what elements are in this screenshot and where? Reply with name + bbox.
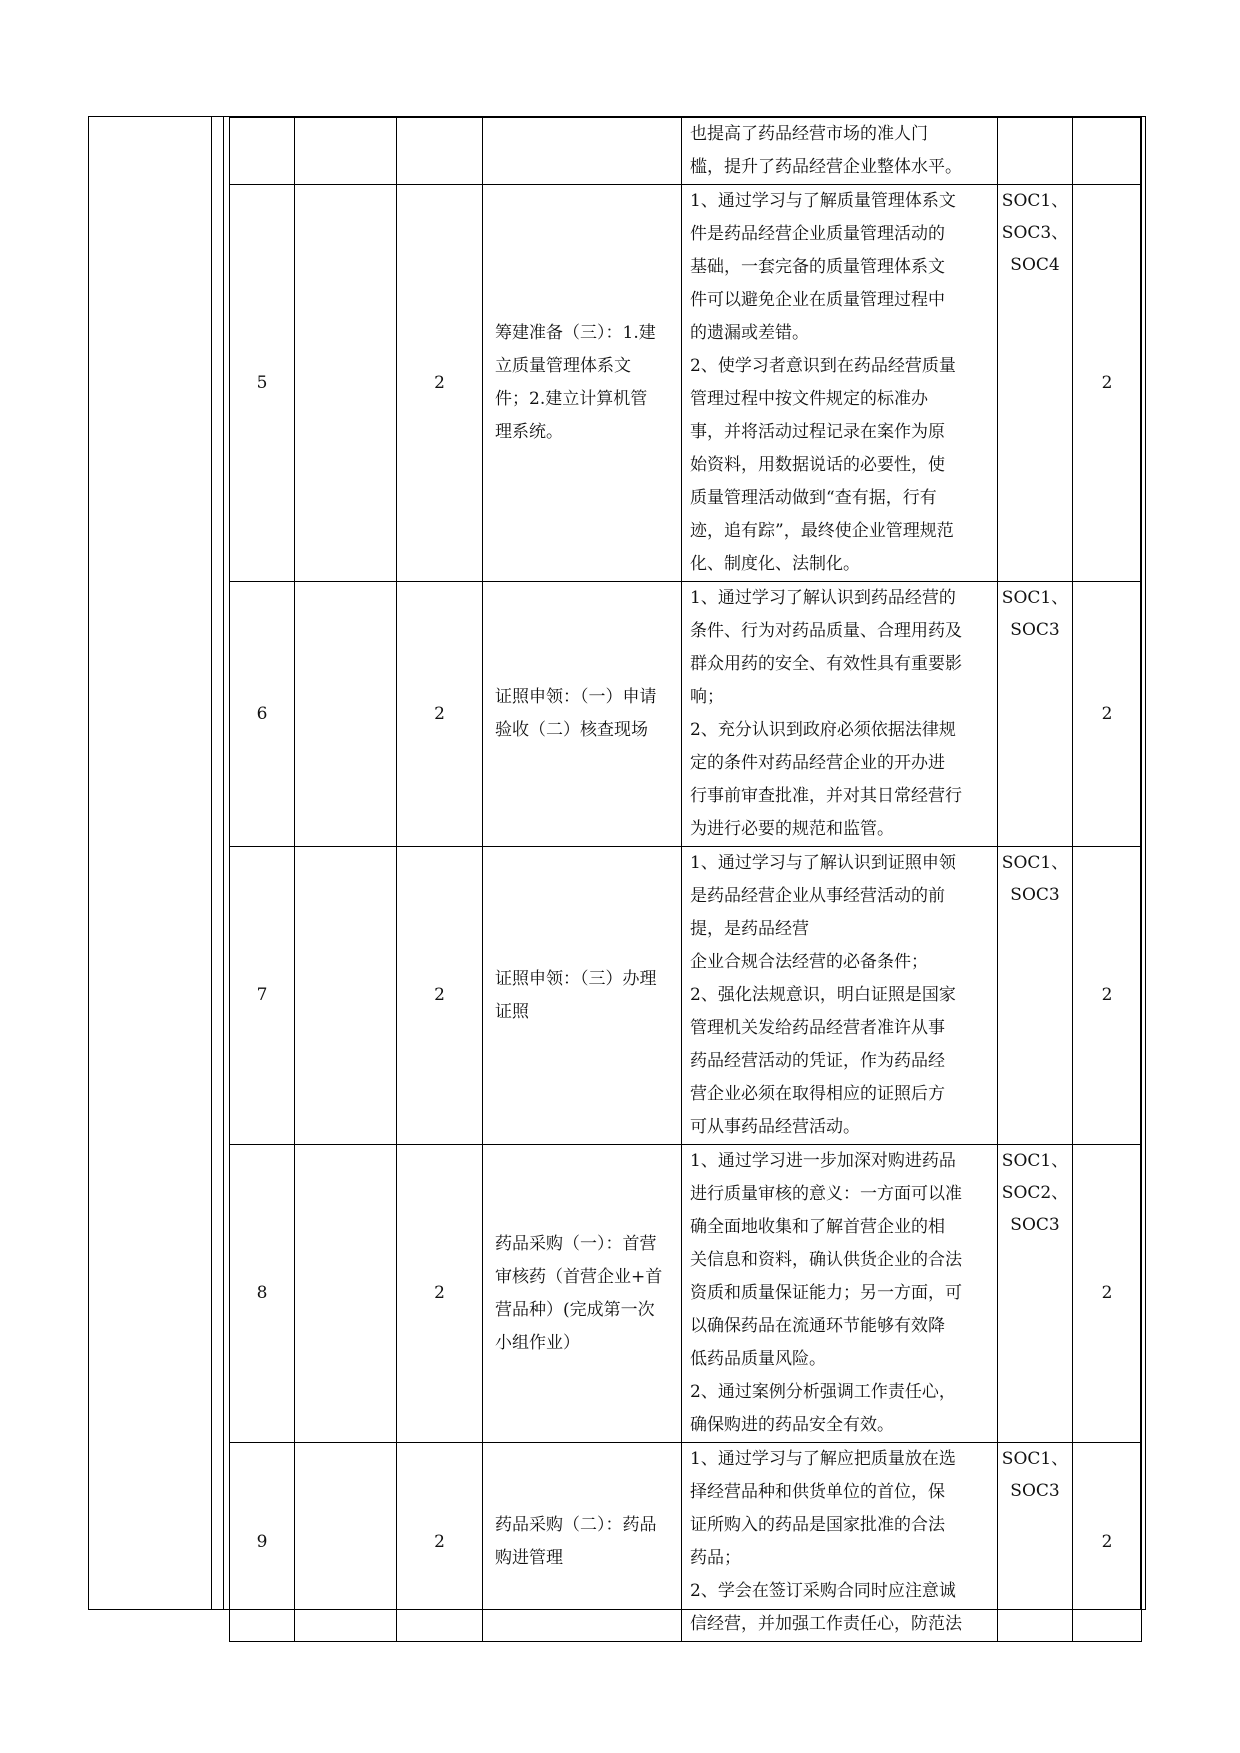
goal-line: 群众用药的安全、有效性具有重要影 bbox=[690, 654, 962, 674]
session-score: 2 bbox=[1073, 582, 1142, 847]
topic-line: 药品采购（二）：药品 bbox=[495, 1515, 657, 1535]
goal-line: 1、通过学习进一步加深对购进药品 bbox=[690, 1151, 956, 1171]
topic-line: 立质量管理体系文 bbox=[495, 356, 631, 376]
goal-line: 槛，提升了药品经营企业整体水平。 bbox=[690, 157, 962, 177]
session-score: 2 bbox=[1073, 1145, 1142, 1443]
goal-line: 迹，追有踪”，最终使企业管理规范 bbox=[690, 521, 954, 541]
course-schedule-table bbox=[229, 117, 1142, 1642]
left-column-divider bbox=[211, 116, 212, 1610]
goal-line: 件可以避免企业在质量管理过程中 bbox=[690, 290, 945, 310]
topic-line: 证照申领：（三）办理 bbox=[495, 968, 657, 989]
session-topic bbox=[483, 582, 682, 847]
session-hours: 2 bbox=[397, 1145, 483, 1443]
table-row bbox=[230, 185, 1142, 582]
topic-line: 验收（二）核查现场 bbox=[495, 720, 648, 740]
goal-line: 件是药品经营企业质量管理活动的 bbox=[690, 224, 945, 244]
goal-line: 以确保药品在流通环节能够有效降 bbox=[690, 1316, 945, 1336]
soc-code: SOC3 bbox=[1010, 1481, 1060, 1501]
empty-cell bbox=[295, 1145, 397, 1443]
topic-line: 筹建准备（三）：1.建 bbox=[495, 323, 656, 343]
goal-line: 1、通过学习与了解应把质量放在选 bbox=[690, 1449, 956, 1469]
goal-line: 是药品经营企业从事经营活动的前 bbox=[690, 886, 945, 906]
soc-code: SOC1、 bbox=[1001, 1449, 1069, 1469]
goal-line: 择经营品种和供货单位的首位，保 bbox=[690, 1482, 945, 1502]
soc-code: SOC3 bbox=[1010, 885, 1060, 905]
session-number: 7 bbox=[230, 847, 295, 1145]
soc-codes bbox=[998, 185, 1073, 582]
goal-line: 基础，一套完备的质量管理体系文 bbox=[690, 257, 945, 277]
learning-goals bbox=[682, 582, 998, 847]
empty-cell bbox=[295, 118, 397, 185]
session-number: 6 bbox=[230, 582, 295, 847]
goal-line: 药品； bbox=[690, 1548, 741, 1568]
goal-line: 的遗漏或差错。 bbox=[690, 323, 809, 343]
session-hours: 2 bbox=[397, 847, 483, 1145]
goal-line: 信经营，并加强工作责任心，防范法 bbox=[690, 1614, 962, 1634]
session-score: 2 bbox=[1073, 185, 1142, 582]
soc-code: SOC2、 bbox=[1001, 1183, 1069, 1203]
goal-line: 2、强化法规意识，明白证照是国家 bbox=[690, 985, 956, 1005]
session-score: 2 bbox=[1073, 847, 1142, 1145]
session-topic bbox=[483, 118, 682, 185]
goal-line: 质量管理活动做到“查有据，行有 bbox=[690, 488, 937, 508]
topic-line: 小组作业） bbox=[495, 1332, 580, 1353]
session-hours: 2 bbox=[397, 1443, 483, 1642]
goal-line: 低药品质量风险。 bbox=[690, 1349, 826, 1369]
goal-line: 化、制度化、法制化。 bbox=[690, 554, 860, 574]
learning-goals bbox=[682, 847, 998, 1145]
session-hours: 2 bbox=[397, 185, 483, 582]
session-topic bbox=[483, 1145, 682, 1443]
topic-line: 审核药（首营企业+首 bbox=[495, 1266, 663, 1287]
soc-codes bbox=[998, 582, 1073, 847]
learning-goals bbox=[682, 1145, 998, 1443]
learning-goals bbox=[682, 1443, 998, 1642]
session-topic bbox=[483, 1443, 682, 1642]
goal-line: 确全面地收集和了解首营企业的相 bbox=[690, 1217, 945, 1237]
soc-code: SOC3、 bbox=[1001, 223, 1069, 243]
empty-cell bbox=[295, 185, 397, 582]
table-row bbox=[230, 847, 1142, 1145]
goal-line: 为进行必要的规范和监管。 bbox=[690, 819, 894, 839]
soc-codes bbox=[998, 118, 1073, 185]
goal-line: 管理过程中按文件规定的标准办 bbox=[690, 389, 928, 409]
topic-line: 证照申领：（一）申请 bbox=[495, 687, 657, 707]
soc-code: SOC3 bbox=[1010, 620, 1060, 640]
left-column-double-divider bbox=[223, 116, 224, 1610]
goal-line: 药品经营活动的凭证，作为药品经 bbox=[690, 1051, 945, 1071]
session-hours: 2 bbox=[397, 582, 483, 847]
soc-code: SOC4 bbox=[1010, 255, 1060, 275]
soc-code: SOC1、 bbox=[1001, 853, 1069, 873]
topic-line: 件；2.建立计算机管 bbox=[495, 389, 648, 409]
table-row bbox=[230, 582, 1142, 847]
learning-goals bbox=[682, 118, 998, 185]
session-hours bbox=[397, 118, 483, 185]
goal-line: 1、通过学习与了解质量管理体系文 bbox=[690, 191, 956, 211]
goal-line: 定的条件对药品经营企业的开办进 bbox=[690, 753, 945, 773]
empty-cell bbox=[295, 582, 397, 847]
session-topic bbox=[483, 847, 682, 1145]
goal-line: 资质和质量保证能力；另一方面，可 bbox=[690, 1283, 962, 1303]
goal-line: 关信息和资料，确认供货企业的合法 bbox=[690, 1250, 962, 1270]
topic-line: 理系统。 bbox=[495, 422, 563, 442]
soc-code: SOC3 bbox=[1010, 1215, 1060, 1235]
soc-codes bbox=[998, 1145, 1073, 1443]
table-row bbox=[230, 1443, 1142, 1642]
table-row bbox=[230, 118, 1142, 185]
soc-codes bbox=[998, 847, 1073, 1145]
session-number bbox=[230, 118, 295, 185]
goal-line: 响； bbox=[690, 687, 724, 707]
session-number: 8 bbox=[230, 1145, 295, 1443]
session-topic bbox=[483, 185, 682, 582]
session-number: 5 bbox=[230, 185, 295, 582]
goal-line: 1、通过学习与了解认识到证照申领 bbox=[690, 853, 956, 873]
goal-line: 管理机关发给药品经营者准许从事 bbox=[690, 1018, 945, 1038]
goal-line: 企业合规合法经营的必备条件； bbox=[690, 952, 928, 972]
session-score: 2 bbox=[1073, 1443, 1142, 1642]
soc-codes bbox=[998, 1443, 1073, 1642]
soc-code: SOC1、 bbox=[1001, 588, 1069, 608]
goal-line: 1、通过学习了解认识到药品经营的 bbox=[690, 588, 956, 608]
goal-line: 进行质量审核的意义：一方面可以准 bbox=[690, 1184, 962, 1204]
soc-code: SOC1、 bbox=[1001, 191, 1069, 211]
learning-goals bbox=[682, 185, 998, 582]
goal-line: 确保购进的药品安全有效。 bbox=[690, 1415, 894, 1435]
topic-line: 营品种）(完成第一次 bbox=[495, 1299, 655, 1320]
goal-line: 提，是药品经营 bbox=[690, 919, 809, 939]
table-row bbox=[230, 1145, 1142, 1443]
goal-line: 2、充分认识到政府必须依据法律规 bbox=[690, 720, 956, 740]
goal-line: 2、通过案例分析强调工作责任心， bbox=[690, 1382, 956, 1402]
goal-line: 可从事药品经营活动。 bbox=[690, 1117, 860, 1137]
goal-line: 行事前审查批准，并对其日常经营行 bbox=[690, 786, 962, 806]
goal-line: 事，并将活动过程记录在案作为原 bbox=[690, 422, 945, 442]
goal-line: 证所购入的药品是国家批准的合法 bbox=[690, 1515, 945, 1535]
goal-line: 2、学会在签订采购合同时应注意诚 bbox=[690, 1581, 956, 1601]
goal-line: 2、使学习者意识到在药品经营质量 bbox=[690, 356, 956, 376]
goal-line: 也提高了药品经营市场的准人门 bbox=[690, 124, 928, 144]
goal-line: 条件、行为对药品质量、合理用药及 bbox=[690, 621, 962, 641]
soc-code: SOC1、 bbox=[1001, 1151, 1069, 1171]
empty-cell bbox=[295, 1443, 397, 1642]
topic-line: 购进管理 bbox=[495, 1548, 563, 1568]
session-number: 9 bbox=[230, 1443, 295, 1642]
session-score bbox=[1073, 118, 1142, 185]
goal-line: 营企业必须在取得相应的证照后方 bbox=[690, 1084, 945, 1104]
goal-line: 始资料，用数据说话的必要性，使 bbox=[690, 455, 945, 475]
topic-line: 证照 bbox=[495, 1001, 529, 1022]
topic-line: 药品采购（一）：首营 bbox=[495, 1233, 657, 1254]
empty-cell bbox=[295, 847, 397, 1145]
